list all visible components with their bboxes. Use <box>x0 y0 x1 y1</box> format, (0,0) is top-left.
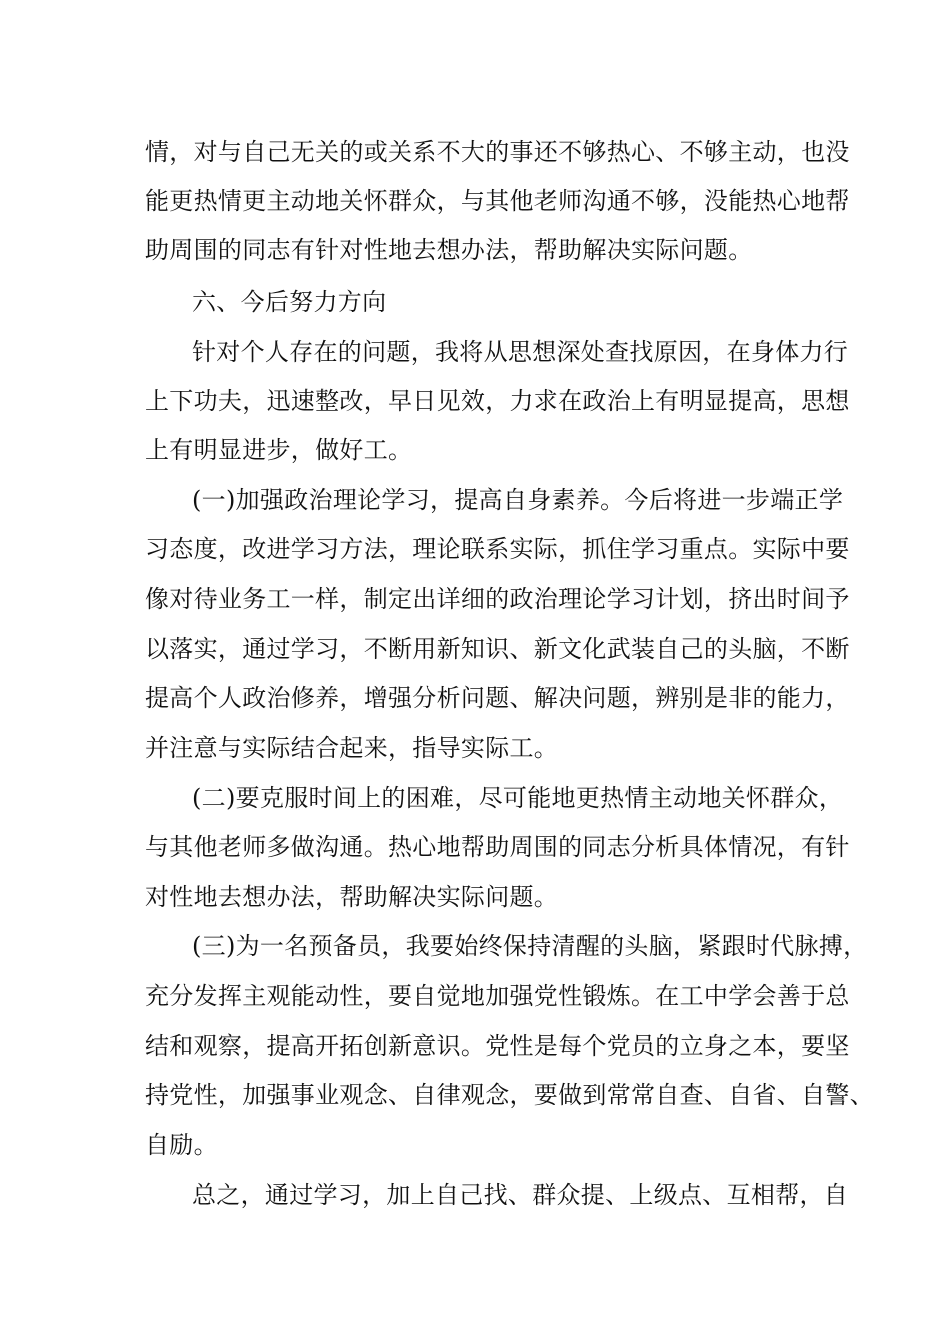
body-text-line: 与其他老师多做沟通。热心地帮助周围的同志分析具体情况，有针 <box>145 833 850 861</box>
body-text-line: 自励。 <box>145 1131 218 1159</box>
body-text-line: 能更热情更主动地关怀群众，与其他老师沟通不够，没能热心地帮 <box>145 187 850 215</box>
body-text-line: 结和观察，提高开拓创新意识。党性是每个党员的立身之本，要坚 <box>145 1032 850 1060</box>
body-text-line: 助周围的同志有针对性地去想办法，帮助解决实际问题。 <box>145 236 753 264</box>
body-text-line: 总之，通过学习，加上自己找、群众提、上级点、互相帮，自 <box>192 1181 849 1209</box>
body-text-line: 习态度，改进学习方法，理论联系实际，抓住学习重点。实际中要 <box>145 535 850 563</box>
body-text-line: 对性地去想办法，帮助解决实际问题。 <box>145 883 559 911</box>
body-text-line: (二)要克服时间上的困难，尽可能地更热情主动地关怀群众， <box>192 784 844 812</box>
body-text-line: 像对待业务工一样，制定出详细的政治理论学习计划，挤出时间予 <box>145 585 850 613</box>
body-text-line: 提高个人政治修养，增强分析问题、解决问题，辨别是非的能力， <box>145 684 850 712</box>
body-text-line: (一)加强政治理论学习，提高自身素养。今后将进一步端正学 <box>192 486 844 514</box>
body-text-line: 针对个人存在的问题，我将从思想深处查找原因，在身体力行 <box>192 338 849 366</box>
body-text-line: (三)为一名预备员，我要始终保持清醒的头脑，紧跟时代脉搏， <box>192 932 868 960</box>
body-text-line: 上有明显进步，做好工。 <box>145 436 413 464</box>
body-text-line: 上下功夫，迅速整改，早日见效，力求在政治上有明显提高，思想 <box>145 387 850 415</box>
body-text-line: 以落实，通过学习，不断用新知识、新文化武装自己的头脑，不断 <box>145 635 850 663</box>
body-text-line: 充分发挥主观能动性，要自觉地加强党性锻炼。在工中学会善于总 <box>145 982 850 1010</box>
section-heading: 六、今后努力方向 <box>192 288 387 316</box>
body-text-line: 并注意与实际结合起来，指导实际工。 <box>145 734 559 762</box>
body-text-line: 情，对与自己无关的或关系不大的事还不够热心、不够主动，也没 <box>145 138 850 166</box>
body-text-line: 持党性，加强事业观念、自律观念，要做到常常自查、自省、自警、 <box>145 1081 874 1109</box>
